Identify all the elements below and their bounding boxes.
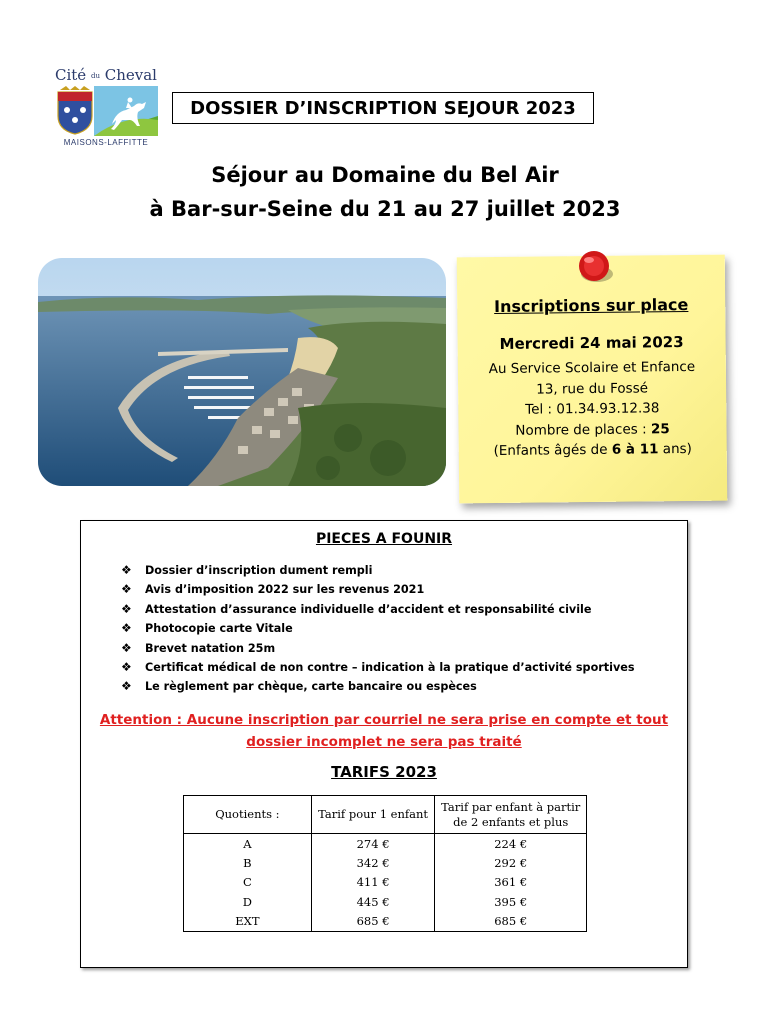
pieces-title: PIECES A FOUNIR [315,531,453,547]
table-row [184,892,587,912]
table-cell: B [184,853,312,873]
list-item [121,619,635,638]
tarifs-table [183,795,587,932]
logo-word-cheval: Cheval [104,66,157,84]
list-item [121,639,635,658]
diamond-bullet-icon: ❖ [121,601,132,616]
list-item [121,658,635,677]
diamond-bullet-icon: ❖ [121,679,132,694]
table-row [184,912,587,932]
table-cell: 411 € [311,873,435,893]
coat-of-arms-horse-icon [54,86,158,136]
note-details [458,357,727,462]
diamond-bullet-icon: ❖ [121,621,132,636]
table-cell: 342 € [311,853,435,873]
places-label: Nombre de places : [515,420,651,439]
list-item [121,580,635,599]
table-cell: D [184,892,312,912]
page-title [0,158,770,226]
table-row [184,873,587,893]
city-logo [52,66,160,154]
table-cell: 224 € [435,834,587,854]
logo-bottom-text: MAISONS-LAFFITTE [63,138,149,147]
list-item [121,561,635,580]
age-prefix: (Enfants âgés de [493,441,612,460]
age-suffix: ans) [658,440,692,458]
note-address: 13, rue du Fossé [536,379,649,398]
table-row [184,834,587,854]
note-places [458,418,726,441]
pieces-panel [80,520,688,968]
note-date: Mercredi 24 mai 2023 [499,333,684,353]
table-cell: EXT [184,912,312,932]
list-item-text: Attestation d’assurance individuelle d’accident et responsabilité civile [145,602,592,616]
list-item-text: Certificat médical de non contre – indication à la pratique d’activité sportives [145,661,635,675]
attention-line-1: Attention : Aucune inscription par courriel ne sera prise en compte et tout [99,712,669,728]
attention-notice [81,709,687,753]
list-item-text: Dossier d’inscription dument rempli [145,564,373,577]
column-header-tarif-2: Tarif par enfant à partir de 2 enfants et plus [435,796,587,834]
note-phone: Tel : 01.34.93.12.38 [525,400,660,418]
push-pin-icon [572,244,618,290]
table-cell: 685 € [311,912,435,932]
title-line-1: Séjour au Domaine du Bel Air [211,163,559,187]
harbour-photo-illustration [38,258,446,486]
table-cell: 274 € [311,834,435,854]
list-item-text: Brevet natation 25m [145,641,276,655]
note-heading: Inscriptions sur place [494,294,689,317]
tarifs-title: TARIFS 2023 [331,763,437,781]
attention-line-2: dossier incomplet ne sera pas traité [246,734,522,750]
table-header-row [184,796,587,834]
diamond-bullet-icon: ❖ [121,582,132,597]
title-line-2: à Bar-sur-Seine du 21 au 27 juillet 2023 [149,197,621,221]
table-cell: 395 € [435,892,587,912]
table-row [184,853,587,873]
table-cell: 361 € [435,873,587,893]
list-item [121,600,635,619]
dossier-title: DOSSIER D’INSCRIPTION SEJOUR 2023 [172,92,594,124]
places-value: 25 [650,420,670,437]
table-cell: 292 € [435,853,587,873]
logo-word-cite: Cité [55,66,87,84]
list-item [121,677,635,696]
logo-word-du: du [90,72,100,80]
column-header-quotients: Quotients : [184,796,312,834]
table-cell: 445 € [311,892,435,912]
diamond-bullet-icon: ❖ [121,563,132,577]
list-item-text: Le règlement par chèque, carte bancaire ou espèces [145,680,477,694]
list-item-text: Photocopie carte Vitale [145,622,293,636]
table-cell: 685 € [435,912,587,932]
age-range: 6 à 11 [611,441,659,458]
harbour-aerial-photo [38,258,446,486]
note-service: Au Service Scolaire et Enfance [488,358,696,378]
table-cell: C [184,873,312,893]
diamond-bullet-icon: ❖ [121,660,132,675]
table-cell: A [184,834,312,854]
note-age [459,439,727,462]
diamond-bullet-icon: ❖ [121,640,132,655]
column-header-tarif-1: Tarif pour 1 enfant [311,796,435,834]
logo-top-text [52,66,160,85]
sticky-note [457,255,728,504]
pieces-list [121,561,635,697]
list-item-text: Avis d’imposition 2022 sur les revenus 2021 [145,583,425,597]
